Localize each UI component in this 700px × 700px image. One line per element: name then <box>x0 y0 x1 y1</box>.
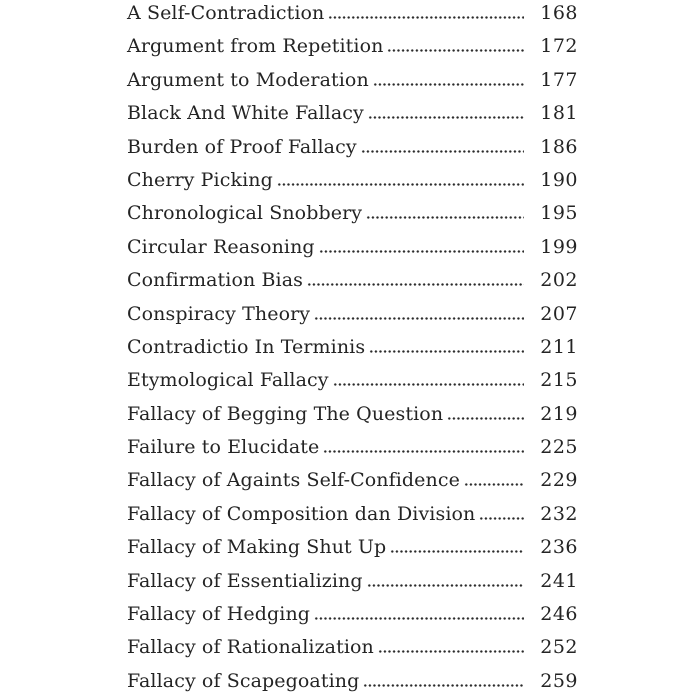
toc-entry-title: A Self-Contradiction <box>127 2 325 24</box>
toc-entry-page-number: 211 <box>540 335 578 358</box>
toc-entry <box>127 298 578 331</box>
toc-entry-title: Argument from Repetition <box>127 35 384 58</box>
dot-leader <box>273 164 532 197</box>
dot-leader <box>364 97 532 130</box>
toc-entry <box>127 97 578 130</box>
toc-entry-title: Fallacy of Againts Self-Confidence <box>127 469 460 492</box>
toc-entry <box>127 131 578 164</box>
toc-entry <box>127 0 578 30</box>
toc-entry-title: Failure to Elucidate <box>127 436 320 459</box>
toc-entry-title: Black And White Fallacy <box>127 102 364 125</box>
toc-entry-title: Fallacy of Composition dan Division <box>127 502 476 525</box>
toc-entry-title: Circular Reasoning <box>127 235 315 258</box>
toc-entry <box>127 231 578 264</box>
toc-entry <box>127 598 578 631</box>
toc-entry-page-number: 195 <box>540 202 578 225</box>
toc-entry-title: Cherry Picking <box>127 168 273 191</box>
toc-entry-page-number: 229 <box>540 469 578 492</box>
toc-entry <box>127 197 578 230</box>
toc-entry-page-number: 168 <box>540 2 578 24</box>
dot-leader <box>357 131 532 164</box>
toc-entry-title: Chronological Snobbery <box>127 202 363 225</box>
toc-entry <box>127 665 578 698</box>
toc-entry-page-number: 181 <box>540 102 578 125</box>
dot-leader <box>303 264 532 297</box>
toc-entry-page-number: 259 <box>540 669 578 692</box>
toc-entry-page-number: 232 <box>540 502 578 525</box>
dot-leader <box>319 431 532 464</box>
toc-entry-page-number: 177 <box>540 68 578 91</box>
toc-entry <box>127 64 578 97</box>
dot-leader <box>363 565 532 598</box>
toc-entry <box>127 30 578 63</box>
dot-leader <box>443 398 532 431</box>
toc-entry <box>127 531 578 564</box>
toc-entry-title: Etymological Fallacy <box>127 369 329 392</box>
dot-leader <box>386 531 532 564</box>
toc-entry-page-number: 252 <box>540 636 578 659</box>
toc-entry-page-number: 190 <box>540 168 578 191</box>
toc-entry <box>127 264 578 297</box>
dot-leader <box>310 298 532 331</box>
toc-entry-page-number: 172 <box>540 35 578 58</box>
toc-entry <box>127 464 578 497</box>
toc-entry-page-number: 246 <box>540 603 578 626</box>
toc-entry-page-number: 186 <box>540 135 578 158</box>
dot-leader <box>329 364 532 397</box>
toc-entry-title: Fallacy of Hedging <box>127 603 311 626</box>
toc-entry-title: Burden of Proof Fallacy <box>127 135 357 158</box>
dot-leader <box>475 498 532 531</box>
dot-leader <box>365 331 532 364</box>
toc-entry-page-number: 241 <box>540 569 578 592</box>
toc-entry-page-number: 215 <box>540 369 578 392</box>
dot-leader <box>315 231 532 264</box>
toc-entry <box>127 331 578 364</box>
dot-leader <box>310 598 532 631</box>
toc-entry <box>127 565 578 598</box>
dot-leader <box>324 0 532 30</box>
toc-entry-page-number: 202 <box>540 269 578 292</box>
dot-leader <box>383 30 532 63</box>
toc-entry-title: Fallacy of Making Shut Up <box>127 536 387 559</box>
toc-entry-page-number: 199 <box>540 235 578 258</box>
dot-leader <box>460 464 532 497</box>
toc-entry <box>127 431 578 464</box>
toc-entry-title: Contradictio In Terminis <box>127 335 366 358</box>
dot-leader <box>359 665 532 698</box>
toc-entry-title: Fallacy of Rationalization <box>127 636 374 659</box>
toc-entry <box>127 398 578 431</box>
table-of-contents <box>127 0 578 698</box>
toc-entry-page-number: 225 <box>540 436 578 459</box>
toc-entry-title: Fallacy of Essentializing <box>127 569 363 592</box>
toc-entry-page-number: 207 <box>540 302 578 325</box>
dot-leader <box>369 64 532 97</box>
dot-leader <box>374 631 532 664</box>
toc-entry <box>127 631 578 664</box>
toc-entry-title: Fallacy of Begging The Question <box>127 402 444 425</box>
toc-entry-page-number: 219 <box>540 402 578 425</box>
toc-entry <box>127 364 578 397</box>
toc-entry <box>127 498 578 531</box>
toc-entry-title: Fallacy of Scapegoating <box>127 669 360 692</box>
toc-entry-title: Conspiracy Theory <box>127 302 311 325</box>
toc-entry-title: Confirmation Bias <box>127 269 303 292</box>
toc-entry <box>127 164 578 197</box>
dot-leader <box>362 197 532 230</box>
toc-entry-title: Argument to Moderation <box>127 68 369 91</box>
toc-entry-page-number: 236 <box>540 536 578 559</box>
